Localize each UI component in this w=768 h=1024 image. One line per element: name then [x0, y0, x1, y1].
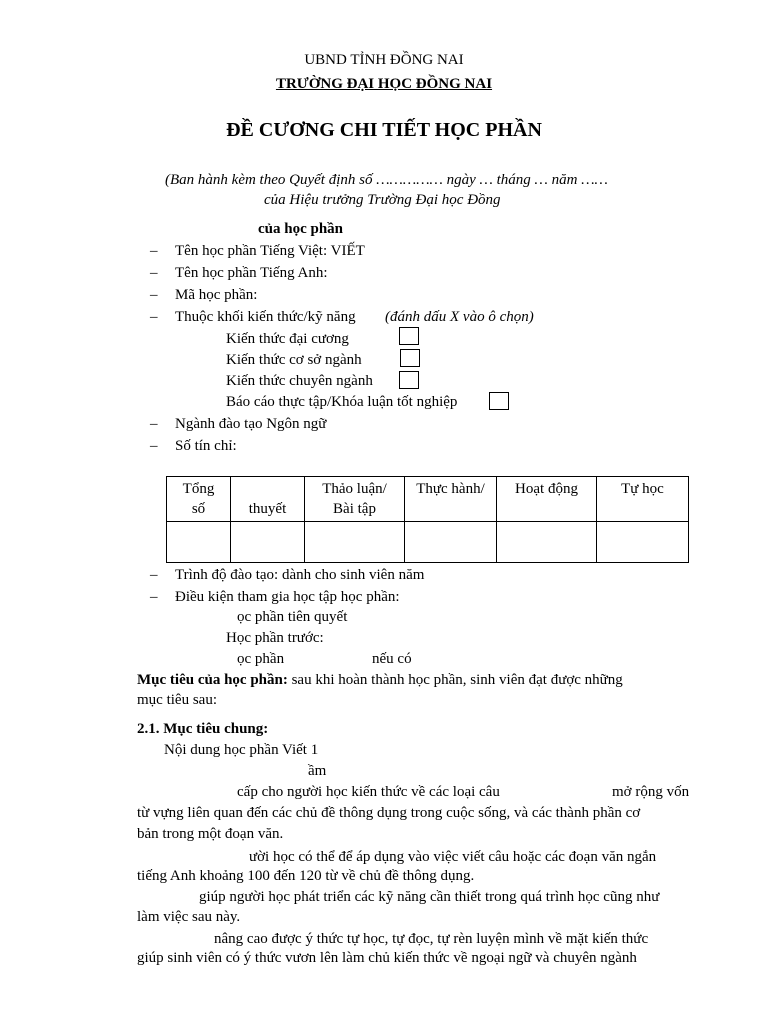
option-foundation-label: Kiến thức cơ sở ngành: [226, 352, 362, 368]
course-name-vi: Tên học phần Tiếng Việt: VIẾT: [175, 243, 365, 259]
parallel-course-label: ọc phần: [237, 651, 285, 667]
dash-marker: –: [150, 287, 158, 303]
table-cell[interactable]: [167, 522, 231, 563]
parallel-course-note: nếu có: [372, 651, 412, 667]
option-thesis-checkbox[interactable]: [489, 392, 509, 410]
table-header-cell: Tự học: [597, 477, 689, 522]
option-specialized-label: Kiến thức chuyên ngành: [226, 373, 373, 389]
objective-paragraph: ầm: [308, 763, 327, 779]
dash-marker: –: [150, 438, 158, 454]
university-header: TRƯỜNG ĐẠI HỌC ĐỒNG NAI: [275, 76, 493, 92]
previous-course-label: Học phần trước:: [226, 630, 324, 646]
dash-marker: –: [150, 309, 158, 325]
decree-line-1: (Ban hành kèm theo Quyết định số …………… ngày … tháng … năm ……: [165, 172, 608, 188]
option-general-checkbox[interactable]: [399, 327, 419, 345]
objective-paragraph: từ vựng liên quan đến các chủ đề thông dụng trong cuộc sống, và các thành phần cơ: [137, 805, 641, 821]
credits-table: [166, 476, 689, 563]
objective-paragraph: giúp sinh viên có ý thức vươn lên làm chủ kiến thức về ngoại ngữ và chuyên ngành: [137, 950, 637, 966]
objective-paragraph: nâng cao được ý thức tự học, tự đọc, tự rèn luyện mình về mặt kiến thức: [214, 931, 649, 947]
general-objectives-heading: 2.1. Mục tiêu chung:: [137, 721, 269, 737]
objective-paragraph: bản trong một đoạn văn.: [137, 826, 284, 842]
objective-paragraph: giúp người học phát triển các kỹ năng cần thiết trong quá trình học cũng như: [199, 889, 660, 905]
objective-paragraph: làm việc sau này.: [137, 909, 241, 925]
table-row: [167, 522, 689, 563]
table-header-row: [167, 477, 689, 522]
option-foundation-checkbox[interactable]: [400, 349, 420, 367]
dash-marker: –: [150, 243, 158, 259]
objective-paragraph: ười học có thể để áp dụng vào việc viết câu hoặc các đoạn văn ngắn: [249, 849, 657, 865]
province-header: UBND TỈNH ĐỒNG NAI: [304, 52, 464, 68]
table-header-cell: thuyết: [231, 477, 305, 522]
table-cell[interactable]: [405, 522, 497, 563]
objectives-intro-cont: mục tiêu sau:: [137, 692, 217, 708]
option-general-label: Kiến thức đại cương: [226, 331, 349, 347]
objective-paragraph: cấp cho người học kiến thức về các loại câu: [237, 784, 500, 800]
dash-marker: –: [150, 265, 158, 281]
option-thesis-label: Báo cáo thực tập/Khóa luận tốt nghiệp: [226, 394, 458, 410]
objective-paragraph: mở rộng vốn: [612, 784, 690, 800]
objectives-intro: [137, 671, 623, 689]
decree-line-2: của Hiệu trưởng Trường Đại học Đồng: [264, 192, 501, 208]
course-name-en: Tên học phần Tiếng Anh:: [175, 265, 328, 281]
table-header-cell: Hoạt động: [497, 477, 597, 522]
objectives-heading: Mục tiêu của học phần:: [137, 672, 288, 688]
option-specialized-checkbox[interactable]: [399, 371, 419, 389]
dash-marker: –: [150, 589, 158, 605]
table-cell[interactable]: [231, 522, 305, 563]
section-label: của học phần: [258, 221, 344, 237]
block-label: Thuộc khối kiến thức/kỹ năng: [175, 309, 356, 325]
document-title: ĐỀ CƯƠNG CHI TIẾT HỌC PHẦN: [226, 119, 542, 141]
objective-paragraph: tiếng Anh khoảng 100 đến 120 từ về chủ đề thông dụng.: [137, 868, 475, 884]
credits-label: Số tín chỉ:: [175, 438, 237, 454]
training-level: Trình độ đào tạo: dành cho sinh viên năm: [175, 567, 425, 583]
table-cell[interactable]: [305, 522, 405, 563]
table-cell[interactable]: [497, 522, 597, 563]
prerequisite-label: ọc phần tiên quyết: [237, 609, 348, 625]
table-header-cell: Thảo luận/ Bài tập: [305, 477, 405, 522]
conditions-label: Điều kiện tham gia học tập học phần:: [175, 589, 400, 605]
dash-marker: –: [150, 416, 158, 432]
objective-paragraph: Nội dung học phần Viết 1: [164, 742, 319, 758]
table-header-cell: Tổng số: [167, 477, 231, 522]
objectives-intro-text: sau khi hoàn thành học phần, sinh viên đạt được những: [291, 672, 623, 688]
table-header-cell: Thực hành/: [405, 477, 497, 522]
course-code: Mã học phần:: [175, 287, 258, 303]
table-cell[interactable]: [597, 522, 689, 563]
dash-marker: –: [150, 567, 158, 583]
major: Ngành đào tạo Ngôn ngữ: [175, 416, 327, 432]
block-hint: (đánh dấu X vào ô chọn): [385, 309, 534, 325]
